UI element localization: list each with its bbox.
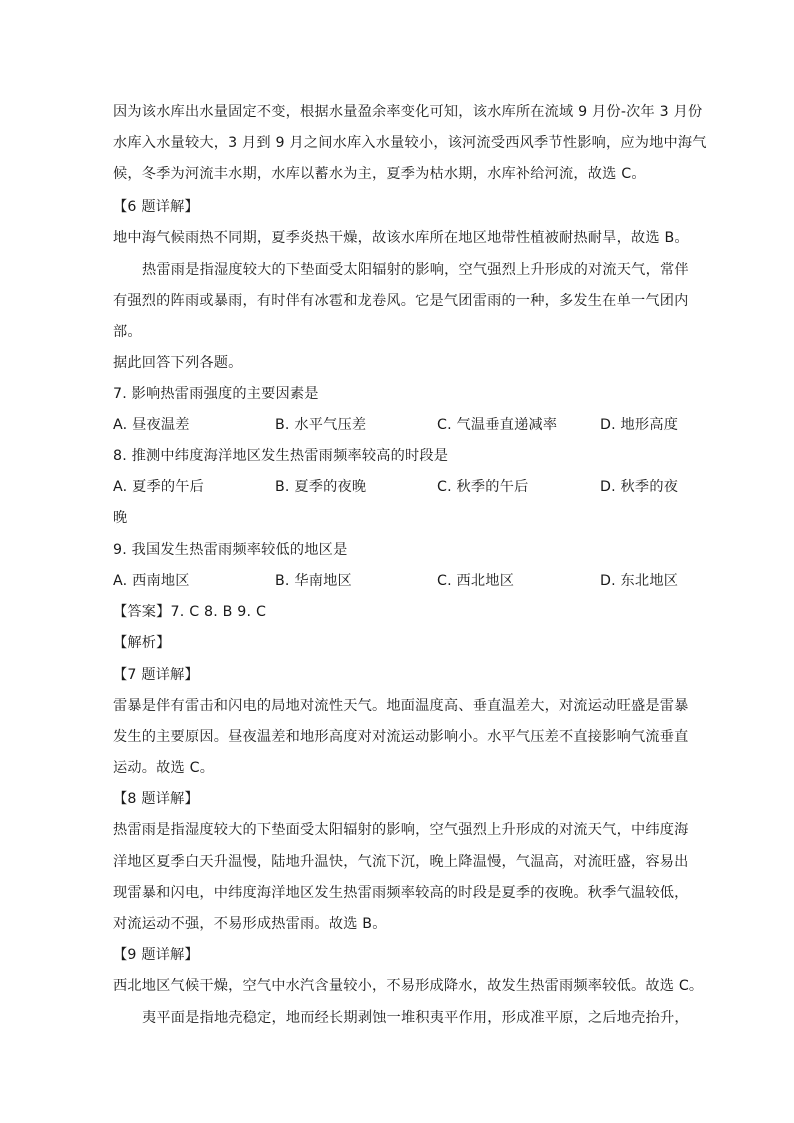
option-8c: C. 秋季的午后 — [437, 479, 529, 495]
text-line: 热雷雨是指湿度较大的下垫面受太阳辐射的影响，空气强烈上升形成的对流天气，中纬度海 — [113, 822, 689, 838]
option-7a: A. 昼夜温差 — [113, 417, 190, 433]
passage-line: 热雷雨是指湿度较大的下垫面受太阳辐射的影响，空气强烈上升形成的对流天气，常伴 — [142, 262, 689, 278]
option-8d-wrap: 晚 — [113, 510, 128, 526]
question-8: 8. 推测中纬度海洋地区发生热雷雨频率较高的时段是 — [113, 448, 449, 464]
option-9a: A. 西南地区 — [113, 573, 190, 589]
question-9: 9. 我国发生热雷雨频率较低的地区是 — [113, 542, 348, 558]
text-line: 雷暴是伴有雷击和闪电的局地对流性天气。地面温度高、垂直温差大，对流运动旺盛是雷暴 — [113, 698, 689, 714]
text-line: 水库入水量较大，3 月到 9 月之间水库入水量较小，该河流受西风季节性影响，应为地中海气 — [113, 135, 707, 151]
option-8a: A. 夏季的午后 — [113, 479, 205, 495]
text-line: 运动。故选 C。 — [113, 760, 215, 776]
option-9b: B. 华南地区 — [275, 573, 352, 589]
passage-line: 有强烈的阵雨或暴雨，有时伴有冰雹和龙卷风。它是气团雷雨的一种，多发生在单一气团内 — [113, 293, 689, 309]
option-8d: D. 秋季的夜 — [600, 479, 679, 495]
passage-line: 部。 — [113, 324, 142, 340]
instruction-line: 据此回答下列各题。 — [113, 355, 243, 371]
passage-line: 夷平面是指地壳稳定，地而经长期剥蚀一堆积夷平作用，形成准平原，之后地壳抬升， — [142, 1010, 689, 1026]
section-heading: 【7 题详解】 — [113, 667, 199, 683]
text-line: 地中海气候雨热不同期，夏季炎热干燥，故该水库所在地区地带性植被耐热耐旱，故选 B。 — [113, 230, 689, 246]
text-line: 西北地区气候干燥，空气中水汽含量较小，不易形成降水，故发生热雷雨频率较低。故选 C。 — [113, 978, 704, 994]
option-7c: C. 气温垂直递减率 — [437, 417, 558, 433]
text-line: 候，冬季为河流丰水期，水库以蓄水为主，夏季为枯水期，水库补给河流，故选 C。 — [113, 166, 646, 182]
text-line: 发生的主要原因。昼夜温差和地形高度对对流运动影响小。水平气压差不直接影响气流垂直 — [113, 729, 689, 745]
section-heading: 【8 题详解】 — [113, 791, 199, 807]
text-line: 因为该水库出水量固定不变，根据水量盈余率变化可知，该水库所在流域 9 月份-次年 3 月份 — [113, 104, 703, 120]
option-9d: D. 东北地区 — [600, 573, 679, 589]
option-7b: B. 水平气压差 — [275, 417, 367, 433]
text-line: 现雷暴和闪电，中纬度海洋地区发生热雷雨频率较高的时段是夏季的夜晚。秋季气温较低， — [113, 885, 689, 901]
answer-line: 【答案】7. C 8. B 9. C — [113, 604, 267, 620]
analysis-heading: 【解析】 — [113, 635, 171, 651]
text-line: 对流运动不强，不易形成热雷雨。故选 B。 — [113, 916, 387, 932]
option-7d: D. 地形高度 — [600, 417, 679, 433]
option-9c: C. 西北地区 — [437, 573, 515, 589]
section-heading: 【6 题详解】 — [113, 199, 199, 215]
question-7: 7. 影响热雷雨强度的主要因素是 — [113, 386, 319, 402]
text-line: 洋地区夏季白天升温慢，陆地升温快，气流下沉，晚上降温慢，气温高，对流旺盛，容易出 — [113, 854, 689, 870]
option-8b: B. 夏季的夜晚 — [275, 479, 367, 495]
section-heading: 【9 题详解】 — [113, 947, 199, 963]
